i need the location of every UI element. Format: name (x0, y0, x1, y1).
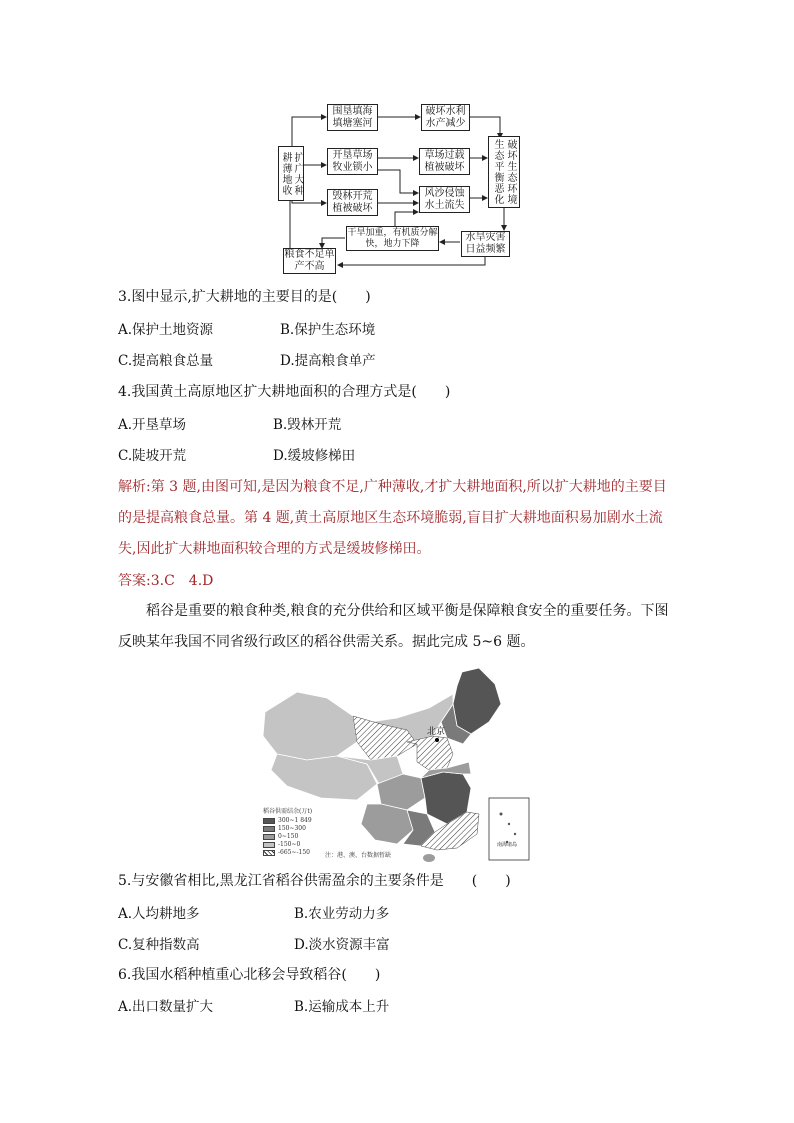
legend-label: -150~0 (278, 841, 301, 848)
q5-option-a: A.人均耕地多 (118, 906, 200, 922)
box-grassland: 开垦草场牧业锁小 (327, 148, 378, 175)
q5-option-b: B.农业劳动力多 (294, 906, 390, 922)
box-water-damage: 破坏水利水产减少 (421, 104, 470, 131)
legend-swatch (263, 826, 275, 832)
inset-label: 南海诸岛 (497, 842, 518, 848)
q4-option-b: B.毁林开荒 (273, 417, 342, 433)
q5-option-c: C.复种指数高 (118, 937, 200, 953)
q3-option-c: C.提高粮食总量 (118, 353, 214, 369)
map-legend (263, 808, 312, 857)
legend-label: 150~300 (278, 825, 306, 832)
q6-option-b: B.运输成本上升 (294, 999, 390, 1015)
intro-paragraph: 稻谷是重要的粮食种类,粮食的充分供给和区域平衡是保障粮食安全的重要任务。下图反映某年我国不同省级行政区的稻谷供需关系。据此完成 5~6 题。 (118, 603, 669, 650)
q4-option-c: C.陡坡开荒 (118, 448, 187, 464)
analysis-text: 解析:第 3 题,由图可知,是因为粮食不足,广种薄收,才扩大耕地面积,所以扩大耕地的主要目的是提高粮食总量。第 4 题,黄土高原地区生态环境脆弱,盲目扩大耕地面积易加剧水土流失,因此扩大耕地面积较合理的方式是缓坡修梯田。 (118, 479, 667, 557)
q4-option-d: D.缓坡修梯田 (273, 448, 356, 464)
box-disaster: 水旱灾害日益频繁 (461, 231, 510, 257)
answer-text: 答案:3.C 4.D (118, 573, 214, 589)
box-forest: 毁林开荒植被破坏 (327, 189, 378, 216)
q6-stem: 6.我国水稻种植重心北移会导致稻谷( ) (118, 967, 381, 983)
box-expand: 扩广大种耕薄地收 (278, 146, 304, 201)
legend-swatch (263, 818, 275, 824)
flowchart-arrows (0, 0, 794, 300)
legend-label: 0~150 (278, 833, 299, 840)
map-note: 注：港、澳、台数据暂缺 (325, 852, 392, 859)
q3-option-a: A.保护土地资源 (118, 322, 214, 338)
box-wind: 风沙侵蚀水土流失 (419, 186, 470, 213)
q5-option-d: D.淡水资源丰富 (294, 937, 390, 953)
legend-label: 300~1 849 (278, 817, 312, 824)
q6-option-a: A.出口数量扩大 (118, 999, 214, 1015)
legend-item (263, 833, 312, 841)
legend-title: 稻谷供需结余(万t) (263, 808, 313, 815)
box-food: 粮食不足单产不高 (284, 249, 335, 272)
box-drought: 干旱加重，有机质分解快，地力下降 (346, 226, 439, 251)
legend-item (263, 841, 312, 849)
box-grass-damage: 草场过载植被破坏 (419, 148, 470, 175)
q3-option-d: D.提高粮食单产 (280, 353, 376, 369)
legend-swatch (263, 834, 275, 840)
q4-stem: 4.我国黄土高原地区扩大耕地面积的合理方式是( ) (118, 384, 451, 400)
legend-swatch (263, 850, 275, 856)
legend-item (263, 817, 312, 825)
q4-option-a: A.开垦草场 (118, 417, 187, 433)
beijing-label: 北京 (427, 727, 446, 737)
box-reclaim-sea: 围垦填海填塘塞河 (327, 104, 378, 131)
legend-item (263, 849, 312, 857)
q5-stem: 5.与安徽省相比,黑龙江省稻谷供需盈余的主要条件是 ( ) (118, 873, 511, 889)
legend-item (263, 825, 312, 833)
box-ecology: 破坏生态环境生态平衡恶化 (488, 136, 520, 208)
q3-option-b: B.保护生态环境 (280, 322, 376, 338)
legend-swatch (263, 842, 275, 848)
legend-label: -665~-150 (278, 849, 310, 856)
q3-stem: 3.图中显示,扩大耕地的主要目的是( ) (118, 289, 371, 305)
